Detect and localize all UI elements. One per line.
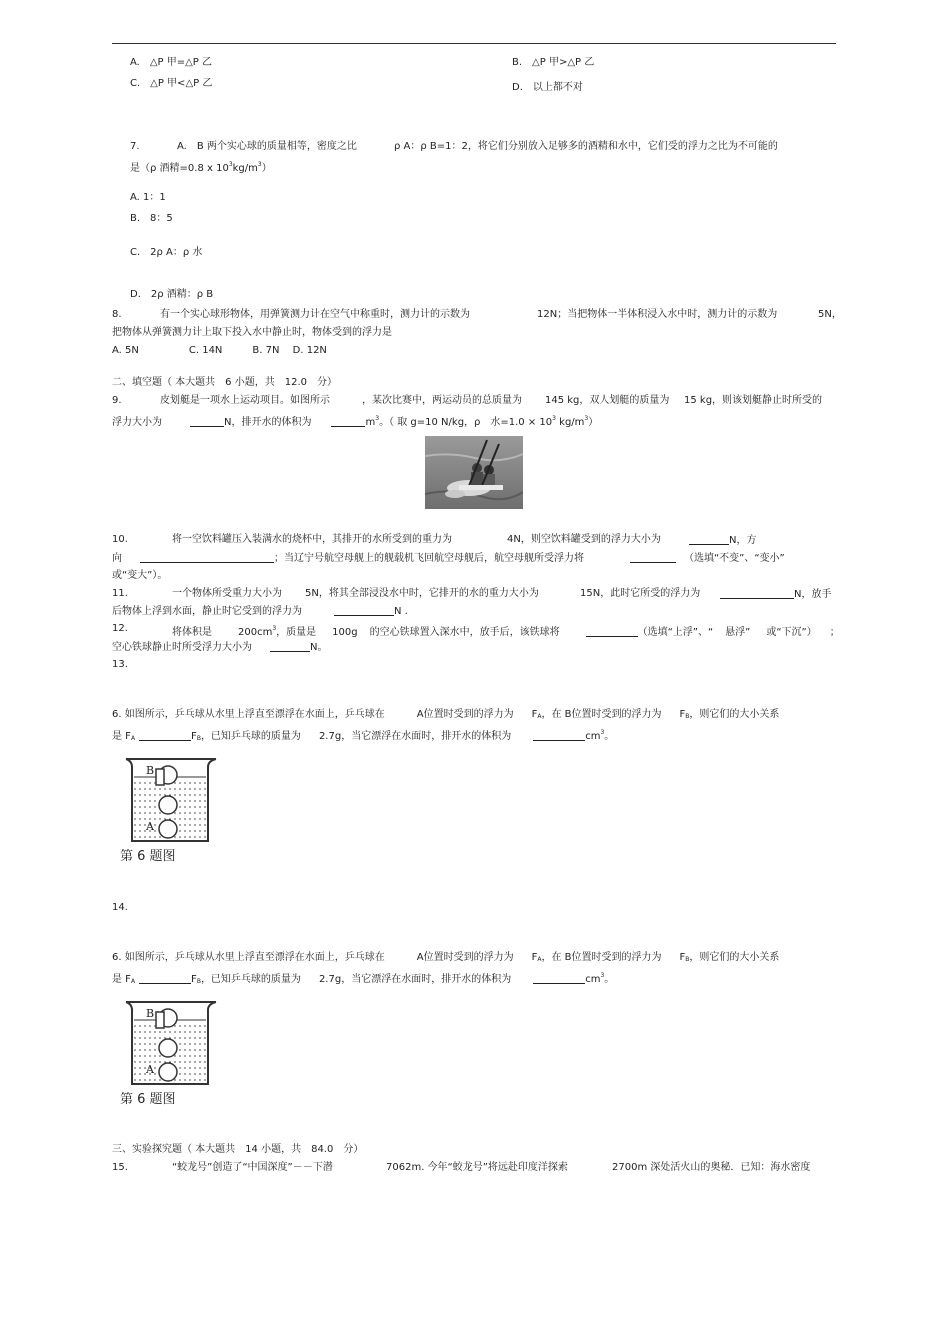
q12-number: 12. [112,623,128,634]
q7-text-a: A. B 两个实心球的质量相等，密度之比 [177,141,357,152]
q6a-blank-2[interactable] [533,730,585,741]
q12-blank-1[interactable] [586,626,638,637]
fig1-label-a: A [146,820,154,833]
q9-line2: 浮力大小为 N，排开水的体积为 $m^3$。（ 取 g=10 N/kg，ρ 水$=1.0 \times 10^3$ $kg/m^3$） [112,415,599,428]
q9-text-d: 15 kg，则该划艇静止时所受的 [684,395,823,406]
q13-number: 13. [112,659,128,670]
option-a: A. △P 甲=△P 乙 [130,57,213,68]
option-d: D. 以上都不对 [512,82,583,93]
q8-number: 8. [112,309,122,320]
q8-text-b: 12N；当把物体一半体积浸入水中时，测力计的示数为 [537,309,778,320]
q10-line2: 向 ；当辽宁号航空母舰上的舰载机飞回航空母舰后，航空母舰所受浮力将 （选填“不变”、“变小” [112,553,785,564]
q6b-blank-2[interactable] [533,973,585,984]
q9-blank-2[interactable] [331,416,365,427]
q6a-line2: 是 FA FB，已知乒乓球的质量为 2.7g，当它漂浮在水面时，排开水的体积为 $cm^3$。 [112,729,615,742]
q15-text-a: “蛟龙号”创造了“中国深度”－－下潜 [172,1162,333,1173]
q11-blank-1[interactable] [720,588,794,599]
q14-number: 14. [112,902,128,913]
q10-line3: 或“变大”）。 [112,570,168,581]
beaker-figure-2 [112,990,226,1118]
q15-text-c: 2700m 深处活火山的奥秘．已知：海水密度 [612,1162,811,1173]
option-b: B. △P 甲>△P 乙 [512,57,595,68]
q6b-line1: 6. 如图所示，乒乓球从水里上浮直至漂浮在水面上，乒乓球在 A位置时受到的浮力为 FA，在 B位置时受到的浮力为 FB，则它们的大小关系 [112,952,780,963]
q10-text-b: 4N，则空饮料罐受到的浮力大小为 [507,534,661,545]
q10-blank-1[interactable] [689,534,729,545]
q8-line2: 把物体从弹簧测力计上取下投入水中静止时，物体受到的浮力是 [112,327,392,338]
q8-options: A. 5N C. 14N B. 7N D. 12N [112,345,327,356]
q11-blank-2[interactable] [334,605,394,616]
q15-number: 15. [112,1162,128,1173]
q15-text-b: 7062m. 今年“蛟龙号”将远赴印度洋探索 [386,1162,568,1173]
top-rule [112,43,836,44]
q10-number: 10. [112,534,128,545]
q12-blank-2[interactable] [270,641,310,652]
q9-number: 9. [112,395,122,406]
q11-line1-end: N，放手 [720,588,831,601]
q11-line2: 后物体上浮到水面，静止时它受到的浮力为 N . [112,606,408,617]
q10-blank-3[interactable] [630,552,676,563]
q12-line1: 将体积是 $200cm^3$，质量是 100g 的空心铁球置入深水中，放手后，该铁球将 （选填“上浮”、“ 悬浮” 或“下沉”） ； [172,625,840,638]
q12-line2: 空心铁球静止时所受浮力大小为 N。 [112,642,328,653]
fig2-caption: 第 6 题图 [120,1092,176,1107]
canoe-photo [425,436,523,509]
q6a-line1: 6. 如图所示，乒乓球从水里上浮直至漂浮在水面上，乒乓球在 A位置时受到的浮力为 FA，在 B位置时受到的浮力为 FB，则它们的大小关系 [112,709,780,720]
q8-text-a: 有一个实心球形物体，用弹簧测力计在空气中称重时，测力计的示数为 [160,309,470,320]
q10-text-a: 将一空饮料罐压入装满水的烧杯中，其排开的水所受到的重力为 [172,534,452,545]
q11-text-c: 15N，此时它所受的浮力为 [580,588,701,599]
section-3-title: 三、实验探究题（ 本大题共 14 小题，共 84.0 分） [112,1144,364,1155]
section-2-title: 二、填空题（ 本大题共 6 小题，共 12.0 分） [112,377,337,388]
q9-blank-1[interactable] [190,416,224,427]
beaker-figure-1 [112,747,226,875]
q6b-blank-1[interactable] [139,973,191,984]
q9-text-a: 皮划艇是一项水上运动项目。如图所示 [160,395,330,406]
fig1-label-b: B [146,764,155,777]
q10-blank-2[interactable] [140,552,274,563]
q7-number: 7. [130,141,140,152]
option-c: C. △P 甲<△P 乙 [130,78,213,89]
q10-line1-end: N，方 [689,534,756,547]
q11-number: 11. [112,588,128,599]
q11-text-b: 5N，将其全部浸没水中时，它排开的水的重力大小为 [305,588,539,599]
q7-option-b: B. 8：5 [130,213,173,224]
fig2-label-a: A [146,1063,154,1076]
q6a-blank-1[interactable] [139,730,191,741]
q7-option-d: D. 2ρ 酒精：ρ B [130,289,214,300]
q11-text-a: 一个物体所受重力大小为 [172,588,282,599]
q9-text-b: ，某次比赛中，两运动员的总质量为 [362,395,522,406]
q7-line2: 是（ρ 酒精=0.8 x $10^3kg/m^3$） [130,161,272,174]
q7-text-b: ρ A：ρ B=1：2，将它们分别放入足够多的酒精和水中，它们受的浮力之比为不可能的 [394,141,778,152]
q9-text-c: 145 kg，双人划艇的质量为 [545,395,670,406]
fig2-label-b: B [146,1007,155,1020]
q6b-line2: 是 FA FB，已知乒乓球的质量为 2.7g，当它漂浮在水面时，排开水的体积为 $cm^3$。 [112,972,615,985]
q8-text-c: 5N， [818,309,842,320]
fig1-caption: 第 6 题图 [120,849,176,864]
q7-option-c: C. 2ρ A：ρ 水 [130,247,203,258]
q7-option-a: A. 1：1 [130,192,166,203]
